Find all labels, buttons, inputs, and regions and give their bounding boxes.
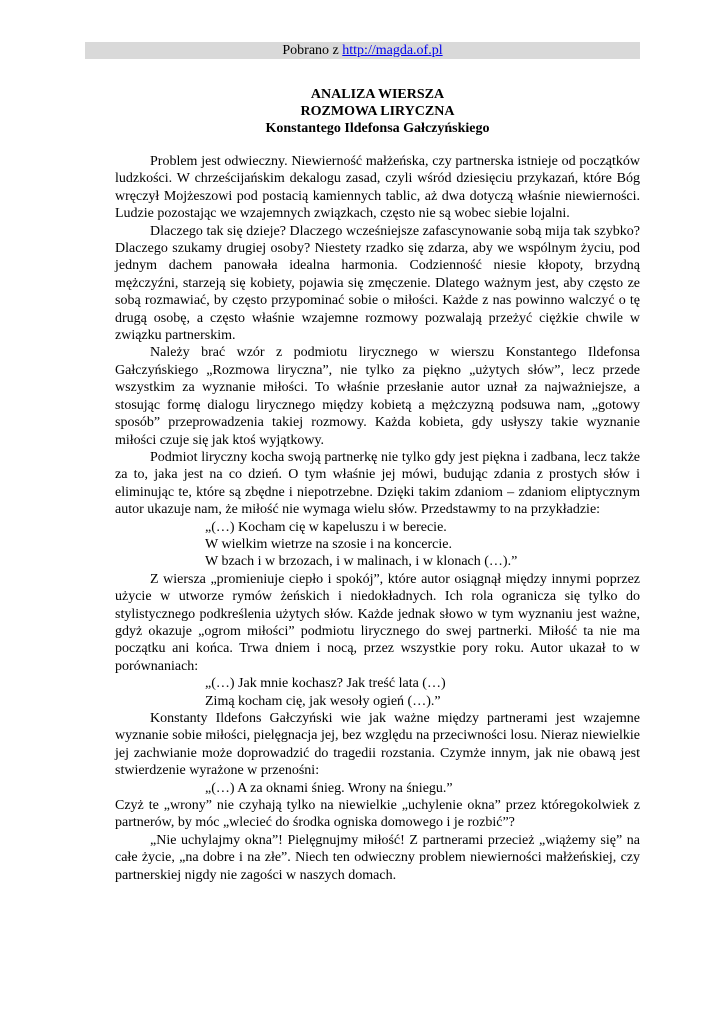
paragraph: Podmiot liryczny kocha swoją partnerkę nie tylko gdy jest piękna i zadbana, lecz także za to, jaka jest na co dzień. O tym właśnie jej mówi, budując zdania z prostych słów i eliminując te, które są zbędne i niepotrzebne. Dzięki takim zdaniom – zdaniom eliptycznym autor ukazuje nam, że miłość nie wymaga wielu słów. Przedstawmy to na przykładzie: — [115, 449, 640, 518]
poem-quote-line: „(…) A za oknami śnieg. Wrony na śniegu.” — [205, 780, 453, 796]
poem-quote-line: „(…) Jak mnie kochasz? Jak treść lata (…) — [205, 676, 446, 692]
paragraph: „Nie uchylajmy okna”! Pielęgnujmy miłość! Z partnerami przecież „wiążemy się” na całe życie, „na dobre i na złe”. Niech ten odwieczny problem niewierności małżeńskiej, czy partnerskiej nigdy nie zagości w naszych domach. — [115, 832, 640, 883]
paragraph: Dlaczego tak się dzieje? Dlaczego wcześniejsze zafascynowanie sobą mija tak szybko? Dlaczego szukamy drugiej osoby? Niestety rzadko się zdarza, aby we wspólnym życiu, pod jednym dachem panowała idealna harmonia. Codzienność niesie kłopoty, brzydną mężczyźni, starzeją się kobiety, pojawia się zmęczenie. Dlatego ważnym jest, aby często ze sobą rozmawiać, by często przypominać sobie o miłości. Każde z nas powinno walczyć o tę drugą osobę, a często właśnie wzajemne rozmowy pozwalają przeżyć ciężkie chwile w związku partnerskim. — [115, 223, 640, 344]
essay-body — [115, 153, 640, 884]
poem-quote-line: Zimą kocham cię, jak wesoły ogień (…).” — [205, 693, 441, 709]
paragraph: Z wiersza „promieniuje ciepło i spokój”, które autor osiągnął między innymi poprzez użycie w utworze rymów żeńskich i niedokładnych. Ich rola ogranicza się tylko do stylistycznego podkreślenia użytych słów. Każde jednak słowo w tym wyznaniu jest ważne, gdyż okazuje „ogrom miłości” podmiotu lirycznego do swej partnerki. Miłość ta nie ma początku ani końca. Trwa dniem i nocą, przez wszystkie pory roku. Autor ukazał to w porównaniach: — [115, 571, 640, 674]
poem-quote-line: „(…) Kocham cię w kapeluszu i w berecie. — [205, 519, 447, 535]
title-line-1: ANALIZA WIERSZA — [310, 87, 445, 102]
poem-quote-line: W bzach i w brzozach, i w malinach, i w klonach (…).” — [205, 554, 518, 570]
download-source-bar — [85, 42, 640, 59]
poem-quote-line: W wielkim wietrze na szosie i na koncercie. — [205, 536, 452, 552]
paragraph: Konstanty Ildefons Gałczyński wie jak ważne między partnerami jest wzajemne wyznanie sobie miłości, pielęgnacja jej, bez względu na przeciwności losu. Nieraz niewielkie jej zachwianie może doprowadzić do tragedii rozstania. Czymże innym, jak nie obawą jest stwierdzenie wyrażone w przenośni: — [115, 711, 640, 779]
title-author: Konstantego Ildefonsa Gałczyńskiego — [265, 121, 490, 136]
paragraph: Czyż te „wrony” nie czyhają tylko na niewielkie „uchylenie okna” przez któregokolwiek z partnerów, by móc „wlecieć do środka ogniska domowego i je rozbić”? — [115, 798, 640, 831]
title-line-2: ROZMOWA LIRYCZNA — [300, 104, 455, 119]
paragraph: Należy brać wzór z podmiotu lirycznego w wierszu Konstantego Ildefonsa Gałczyńskiego „Rozmowa liryczna”, nie tylko za piękno „użytych słów”, lecz przede wszystkim za wyznanie miłości. To właśnie przesłanie autor uznał za najważniejsze, a stosując formę dialogu lirycznego między kobietą a mężczyzną podsuwa nam, „gotowy sposób” przeprowadzenia takiej rozmowy. Każda kobieta, gdy usłyszy takie wyznanie miłości czuje się jak ktoś wyjątkowy. — [115, 345, 640, 448]
source-link[interactable]: http://magda.of.pl — [342, 43, 443, 58]
document-page — [115, 86, 640, 884]
source-prefix: Pobrano z — [282, 43, 343, 58]
title-block — [115, 86, 640, 137]
paragraph: Problem jest odwieczny. Niewierność małżeńska, czy partnerska istnieje od początków ludzkości. W chrześcijańskim dekalogu zasad, czyli wśród dziesięciu przykazań, które Bóg wręczył Mojżeszowi pod postacią kamiennych tablic, aż dwa dotyczą właśnie niewierności. Ludzie pozostając we wzajemnych związkach, często nie są wobec siebie lojalni. — [115, 154, 640, 222]
